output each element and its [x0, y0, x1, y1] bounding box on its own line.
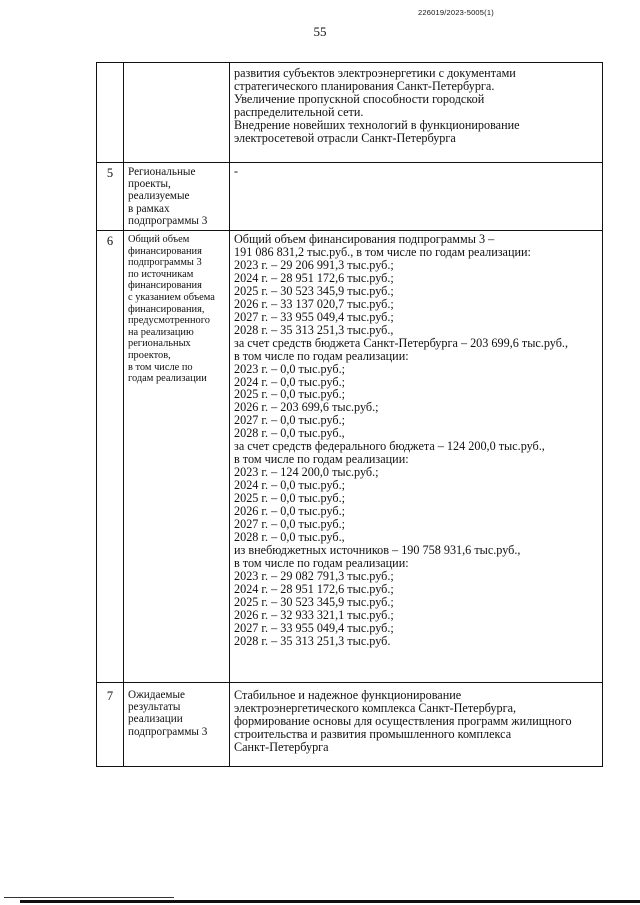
text-line: в том числе по годам реализации: — [234, 555, 409, 570]
text-line: 191 086 831,2 тыс.руб., в том числе по годам реализации: — [234, 244, 531, 259]
text-line: Увеличение пропускной способности городской — [234, 91, 485, 106]
text-line: электроэнергетического комплекса Санкт-Петербурга, — [234, 700, 517, 715]
text-line: 2024 г. – 28 951 172,6 тыс.руб.; — [234, 581, 394, 596]
text-line: 2025 г. – 30 523 345,9 тыс.руб.; — [234, 283, 394, 298]
text-line: за счет средств бюджета Санкт-Петербурга – 203 699,6 тыс.руб., — [234, 335, 569, 350]
text-line: 2025 г. – 0,0 тыс.руб.; — [234, 387, 346, 402]
text-line: в том числе по — [128, 361, 193, 373]
page-number: 55 — [313, 24, 327, 39]
text-line: подпрограммы 3 — [128, 214, 208, 227]
text-line: развития субъектов электроэнергетики с документами — [234, 66, 516, 80]
parameter-name — [124, 163, 230, 231]
table-row — [97, 683, 603, 767]
text-line: Стабильное и надежное функционирование — [234, 688, 462, 703]
text-line: 2027 г. – 0,0 тыс.руб.; — [234, 413, 346, 428]
text-line: Общий объем финансирования подпрограммы 3 – — [234, 232, 495, 247]
text-line: с указанием объема — [128, 291, 215, 303]
text-line: 2028 г. – 0,0 тыс.руб., — [234, 426, 345, 441]
text-line: 2028 г. – 0,0 тыс.руб., — [234, 529, 345, 544]
document-registration-code: 226019/2023-5005(1) — [418, 8, 494, 17]
table-row — [97, 163, 603, 231]
text-line: в рамках — [128, 202, 170, 215]
text-line: финансирования, — [128, 303, 205, 315]
text-line: 2026 г. – 203 699,6 тыс.руб.; — [234, 400, 379, 415]
text-line: 2028 г. – 35 313 251,3 тыс.руб. — [234, 633, 391, 648]
text-line: в том числе по годам реализации: — [234, 348, 409, 363]
scan-bottom-edge — [0, 896, 640, 905]
text-line: 2024 г. – 0,0 тыс.руб.; — [234, 374, 346, 389]
text-line: в том числе по годам реализации: — [234, 452, 409, 467]
text-line: 2023 г. – 124 200,0 тыс.руб.; — [234, 465, 379, 480]
text-line: 2025 г. – 30 523 345,9 тыс.руб.; — [234, 594, 394, 609]
parameter-name — [124, 63, 230, 163]
parameter-value — [230, 63, 603, 163]
text-line: 2028 г. – 35 313 251,3 тыс.руб., — [234, 322, 394, 337]
text-line: 2026 г. – 32 933 321,1 тыс.руб.; — [234, 607, 394, 622]
text-line: 2027 г. – 0,0 тыс.руб.; — [234, 516, 346, 531]
text-line: за счет средств федерального бюджета – 124 200,0 тыс.руб., — [234, 439, 545, 454]
text-line: предусмотренного — [128, 315, 210, 327]
row-number — [97, 63, 124, 163]
parameter-value — [230, 683, 603, 767]
text-line: Внедрение новейших технологий в функционирование — [234, 117, 520, 132]
text-line: 2023 г. – 0,0 тыс.руб.; — [234, 361, 346, 376]
subprogram-passport-table — [96, 62, 603, 767]
text-line: Региональные — [128, 166, 196, 178]
text-line: 2025 г. – 0,0 тыс.руб.; — [234, 491, 346, 506]
parameter-value — [230, 231, 603, 683]
scan-edge-bar — [20, 900, 640, 903]
scan-edge-line — [4, 897, 174, 898]
text-line: 2027 г. – 33 955 049,4 тыс.руб.; — [234, 309, 394, 324]
text-line: финансирования — [128, 280, 202, 292]
parameter-name — [124, 683, 230, 767]
table-row — [97, 231, 603, 683]
text-line: - — [234, 164, 239, 178]
text-line: проекты, — [128, 178, 171, 191]
text-line: проектов, — [128, 349, 171, 361]
parameter-value — [230, 163, 603, 231]
text-line: годам реализации — [128, 373, 207, 385]
text-line: Общий объем — [128, 234, 190, 246]
text-line: формирование основы для осуществления программ жилищного — [234, 713, 572, 728]
text-line: 2026 г. – 0,0 тыс.руб.; — [234, 504, 346, 519]
text-line: стратегического планирования Санкт-Петербурга. — [234, 78, 495, 93]
text-line: 2026 г. – 33 137 020,7 тыс.руб.; — [234, 296, 394, 311]
parameter-name — [124, 231, 230, 683]
text-line: подпрограммы 3 — [128, 257, 202, 269]
text-line: Санкт-Петербурга — [234, 739, 329, 754]
text-line: 2024 г. – 0,0 тыс.руб.; — [234, 478, 346, 493]
text-line: 2023 г. – 29 082 791,3 тыс.руб.; — [234, 568, 394, 583]
text-line: реализации — [128, 713, 183, 726]
text-line: финансирования — [128, 245, 202, 257]
text-line: из внебюджетных источников – 190 758 931,6 тыс.руб., — [234, 542, 521, 557]
text-line: реализуемые — [128, 190, 190, 203]
text-line: электросетевой отрасли Санкт-Петербурга — [234, 130, 456, 145]
text-line: 2024 г. – 28 951 172,6 тыс.руб.; — [234, 270, 394, 285]
text-line: 2023 г. – 29 206 991,3 тыс.руб.; — [234, 257, 394, 272]
table-row — [97, 63, 603, 163]
text-line: результаты — [128, 701, 181, 714]
text-line: распределительной сети. — [234, 104, 364, 119]
row-number: 5 — [97, 163, 124, 231]
text-line: на реализацию — [128, 326, 194, 338]
text-line: Ожидаемые — [128, 689, 185, 702]
text-line: строительства и развития промышленного комплекса — [234, 726, 512, 741]
row-number: 6 — [97, 231, 124, 683]
text-line: 2027 г. – 33 955 049,4 тыс.руб.; — [234, 620, 394, 635]
text-line: региональных — [128, 338, 191, 350]
row-number: 7 — [97, 683, 124, 767]
text-line: по источникам — [128, 268, 194, 280]
text-line: подпрограммы 3 — [128, 725, 208, 738]
